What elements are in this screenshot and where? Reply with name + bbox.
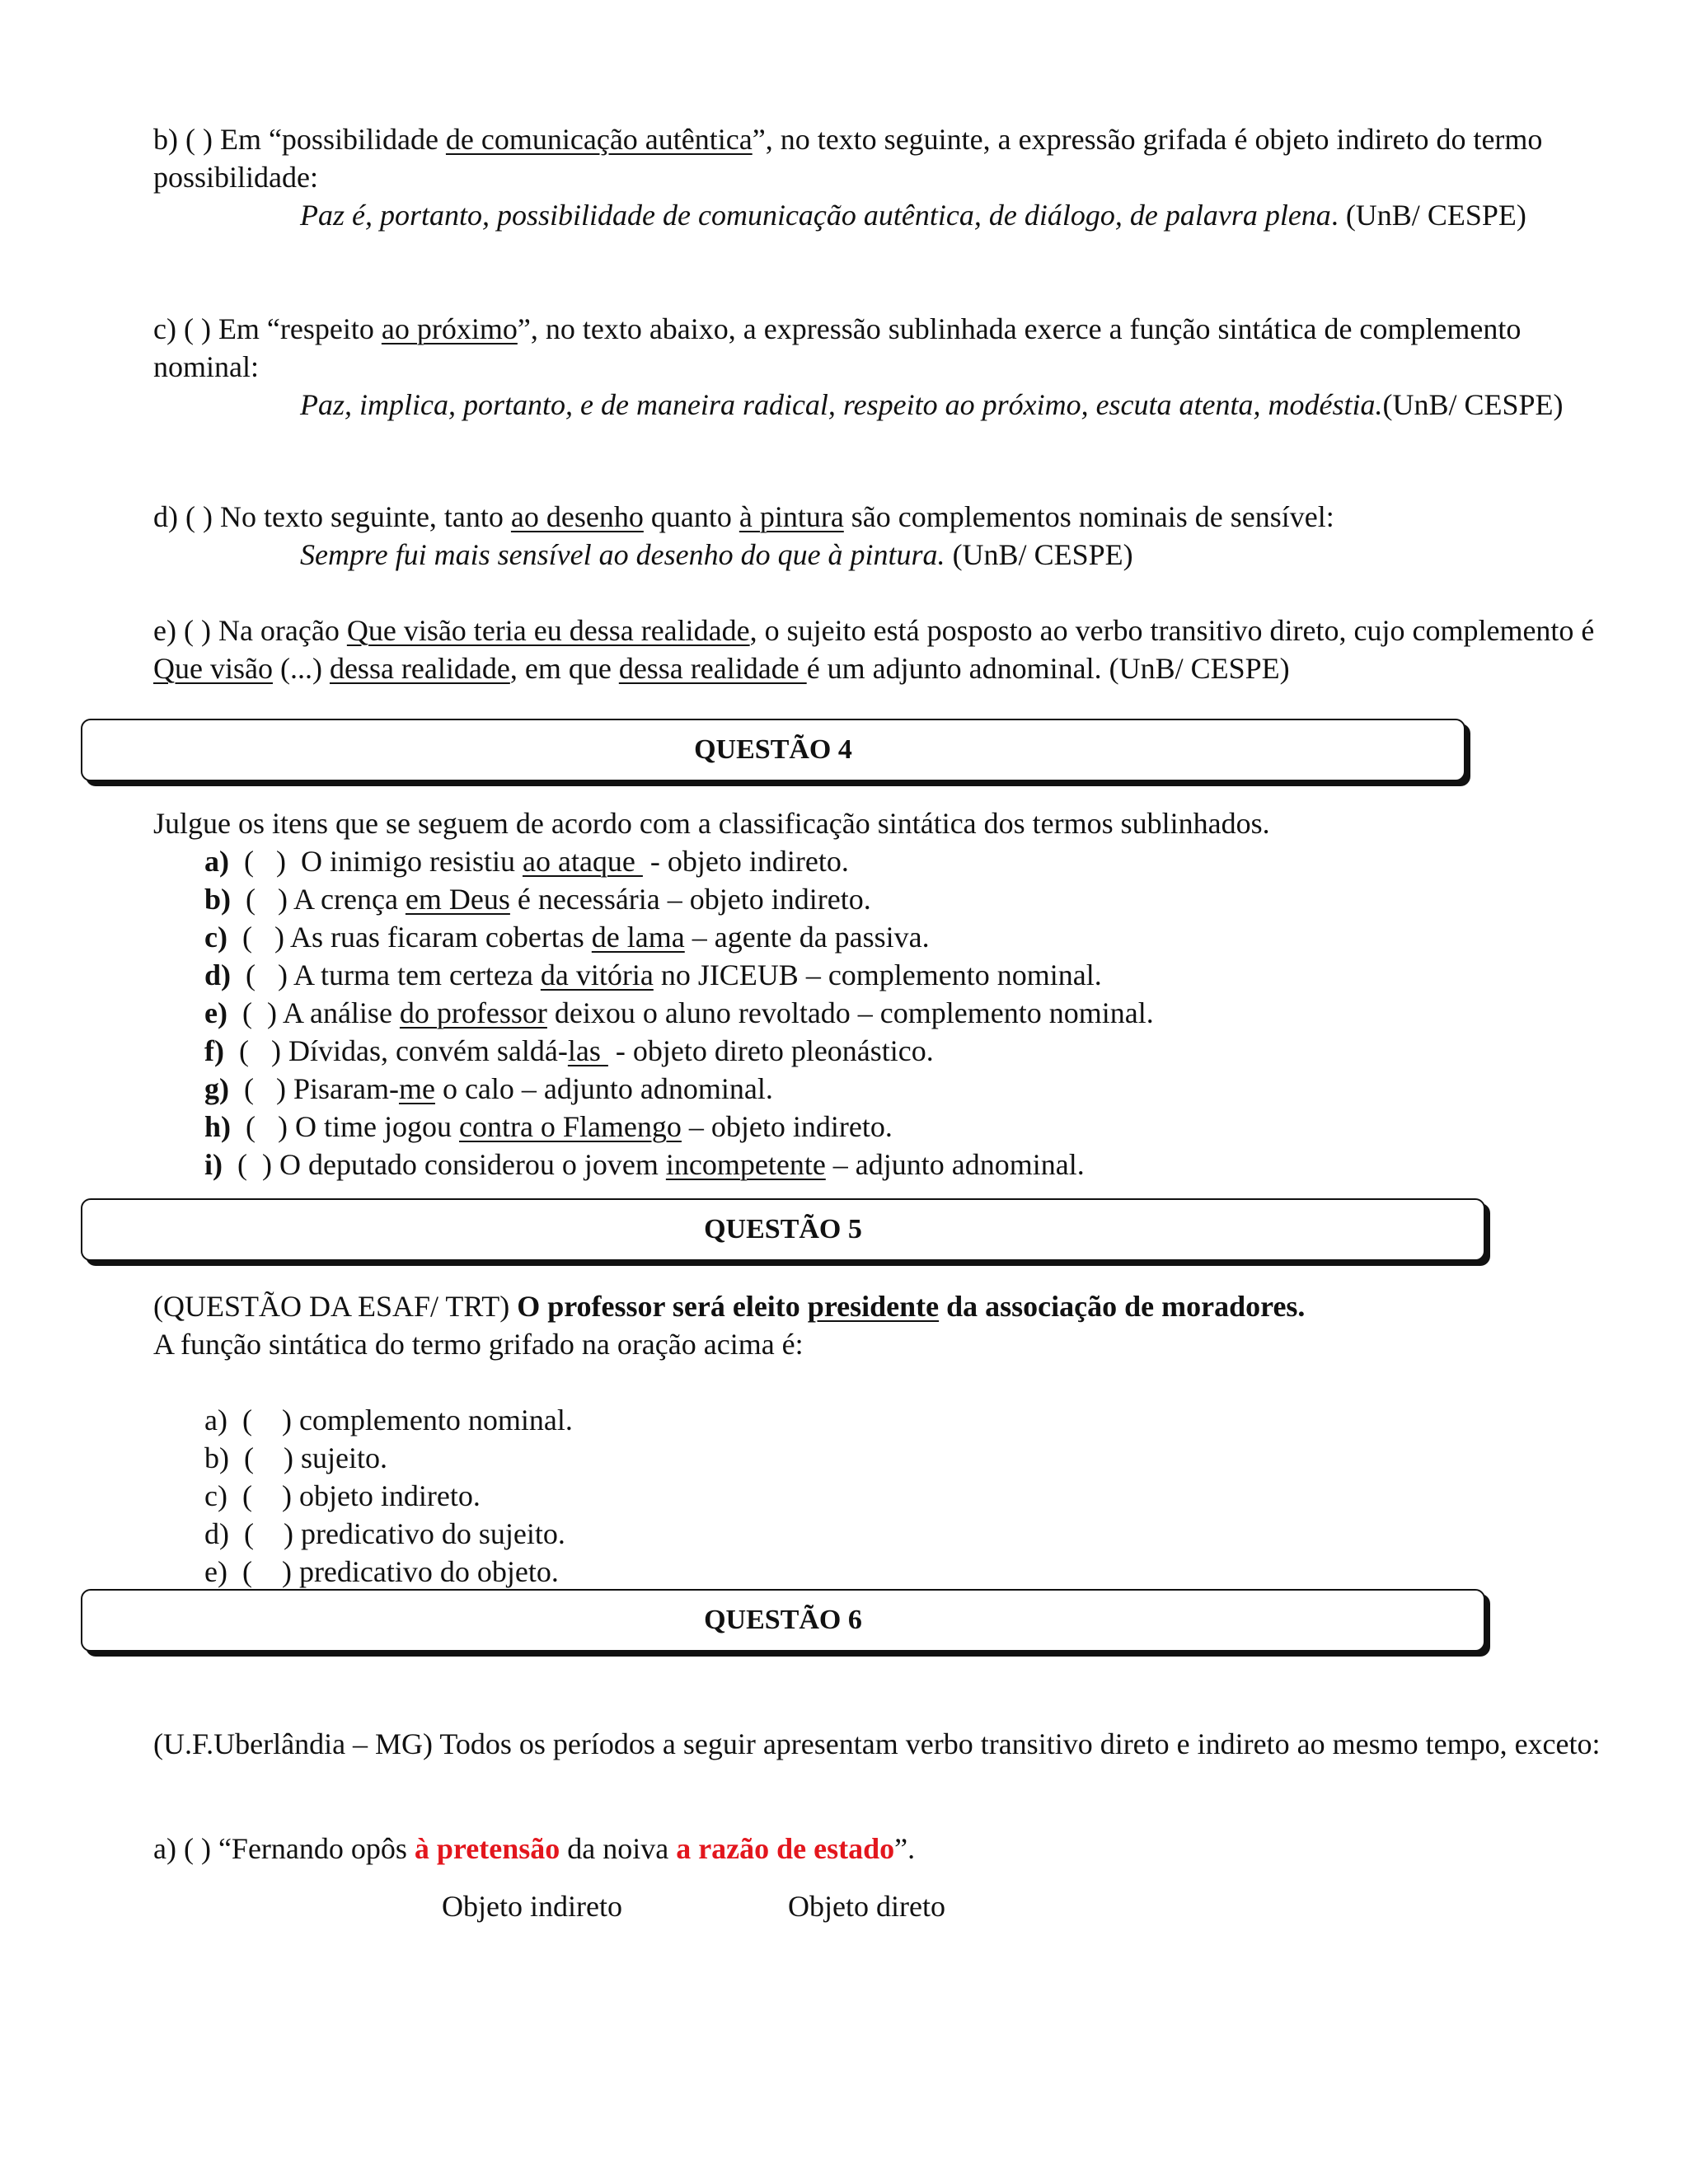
q6-label-objeto-direto [788, 1887, 945, 1925]
q6-label-2-text: Objeto direto [788, 1890, 945, 1923]
q4-item-pre: ( ) O inimigo resistiu [229, 845, 523, 878]
q5-option: a) ( ) complemento nominal. [204, 1404, 573, 1436]
q3-e-underlined-1: Que visão teria eu dessa realidade [346, 614, 750, 647]
q6-a-pre: a) ( ) “Fernando opôs [153, 1832, 415, 1865]
q3-d-post: são complementos nominais de sensível: [843, 500, 1334, 533]
q4-item-post: – adjunto adnominal. [825, 1148, 1085, 1181]
q6-a-highlight-2: a razão de estado [676, 1832, 895, 1865]
q4-item-letter: d) [204, 958, 232, 991]
q4-item-letter: i) [204, 1148, 223, 1181]
q4-item-letter: b) [204, 883, 232, 916]
q5-body [153, 1287, 1620, 1591]
q5-option-list [204, 1401, 1620, 1591]
q3-d-underlined-1: ao desenho [510, 500, 644, 533]
q5-header-box [81, 1198, 1485, 1261]
q3-c-underlined: ao próximo [381, 312, 518, 345]
q4-item-post: é necessária – objeto indireto. [509, 883, 871, 916]
q3-e-pre: e) ( ) Na oração [153, 614, 347, 647]
q5-sentence-underlined: presidente [807, 1290, 940, 1323]
q4-item-letter: h) [204, 1110, 232, 1143]
q3-e-underlined-3: dessa realidade [329, 652, 510, 685]
q3-c-pre: c) ( ) Em “respeito [153, 312, 382, 345]
q3-e-mid-3: , em que [509, 652, 619, 685]
q6-a-post: ”. [894, 1832, 916, 1865]
q4-item-underlined: incompetente [665, 1148, 826, 1181]
q4-item [204, 1032, 1620, 1070]
q5-option: c) ( ) objeto indireto. [204, 1479, 481, 1512]
q6-a-highlight-1: à pretensão [414, 1832, 560, 1865]
q4-item-underlined: em Deus [405, 883, 510, 916]
q6-header-box [81, 1589, 1485, 1652]
q4-item-letter: f) [204, 1034, 224, 1067]
q4-item-post: o calo – adjunto adnominal. [434, 1072, 773, 1105]
q4-item [204, 1070, 1620, 1108]
q3-c-source: (UnB/ CESPE) [1382, 388, 1564, 421]
q4-item-underlined: da vitória [540, 958, 654, 991]
q3-d-underlined-2: à pintura [738, 500, 844, 533]
q3-e-underlined-2: Que visão [153, 652, 273, 685]
q3-b-post: ”, no texto seguinte, a expressão grifada é objeto indireto do termo possibilidade: [153, 123, 1543, 194]
q4-item-pre: ( ) O time jogou [231, 1110, 459, 1143]
q3-e-post: é um adjunto adnominal. (UnB/ CESPE) [806, 652, 1290, 685]
q4-item-list [204, 842, 1620, 1183]
q4-item-post: - objeto direto pleonástico. [607, 1034, 934, 1067]
q4-item [204, 994, 1620, 1032]
q6-a-mid: da noiva [560, 1832, 677, 1865]
q4-item-post: no JICEUB – complemento nominal. [653, 958, 1102, 991]
q3-e-mid-2: (...) [272, 652, 330, 685]
q4-item-pre: ( ) Pisaram- [229, 1072, 399, 1105]
q5-option: b) ( ) sujeito. [204, 1441, 387, 1474]
q5-source: (QUESTÃO DA ESAF/ TRT) [153, 1290, 518, 1323]
q3-b-pre: b) ( ) Em “possibilidade [153, 123, 446, 156]
q3-c-quote: Paz, implica, portanto, e de maneira radical, respeito ao próximo, escuta atenta, modéstia. [300, 388, 1383, 421]
q4-header-box [81, 719, 1465, 781]
q3-item-e [153, 612, 1620, 687]
q5-option: e) ( ) predicativo do objeto. [204, 1555, 559, 1588]
q4-item-post: - objeto indireto. [642, 845, 849, 878]
q4-item [204, 956, 1620, 994]
q4-item [204, 1108, 1620, 1146]
q3-e-mid-1: , o sujeito está posposto ao verbo transitivo direto, cujo complemento é [749, 614, 1595, 647]
q4-item [204, 918, 1620, 956]
q4-item-post: – objeto indireto. [681, 1110, 893, 1143]
q3-d-pre: d) ( ) No texto seguinte, tanto [153, 500, 511, 533]
q4-item-pre: ( ) A análise [227, 996, 400, 1029]
q4-item-pre: ( ) Dívidas, convém saldá- [223, 1034, 568, 1067]
q6-intro [153, 1716, 1620, 1772]
q4-item-underlined: ao ataque [522, 845, 643, 878]
q4-item-letter: a) [204, 845, 229, 878]
q6-label-objeto-indireto [442, 1887, 622, 1925]
q3-e-underlined-4: dessa realidade [618, 652, 807, 685]
q4-item-underlined: de lama [591, 921, 685, 954]
q5-sentence-post: da associação de moradores. [939, 1290, 1306, 1323]
q4-item-pre: ( ) A turma tem certeza [231, 958, 541, 991]
q3-b-source: . (UnB/ CESPE) [1330, 199, 1526, 232]
q3-c-post: ”, no texto abaixo, a expressão sublinhada exerce a função sintática de complemento nominal: [153, 312, 1522, 383]
q5-option: d) ( ) predicativo do sujeito. [204, 1517, 565, 1550]
q6-label-1-text: Objeto indireto [442, 1890, 622, 1923]
q4-item-underlined: me [398, 1072, 435, 1105]
q4-body [153, 804, 1620, 1183]
q4-item-underlined: las [567, 1034, 608, 1067]
q5-title: QUESTÃO 5 [704, 1214, 862, 1244]
q4-item-letter: c) [204, 921, 227, 954]
q3-d-source: (UnB/ CESPE) [945, 538, 1133, 571]
q4-intro: Julgue os itens que se seguem de acordo com a classificação sintática dos termos sublinhados. [153, 807, 1270, 840]
q4-item-underlined: do professor [399, 996, 547, 1029]
q3-item-b [153, 120, 1620, 234]
q5-prompt: A função sintática do termo grifado na oração acima é: [153, 1328, 804, 1361]
q4-item-pre: ( ) As ruas ficaram cobertas [227, 921, 592, 954]
q4-item-post: – agente da passiva. [684, 921, 930, 954]
q4-item-underlined: contra o Flamengo [458, 1110, 682, 1143]
q3-b-underlined: de comunicação autêntica [445, 123, 753, 156]
q4-item-letter: g) [204, 1072, 229, 1105]
q3-d-quote: Sempre fui mais sensível ao desenho do que à pintura. [300, 538, 945, 571]
q6-title: QUESTÃO 6 [704, 1605, 862, 1635]
q3-b-quote: Paz é, portanto, possibilidade de comunicação autêntica, de diálogo, de palavra plena [300, 199, 1331, 232]
q4-item-post: deixou o aluno revoltado – complemento nominal. [546, 996, 1154, 1029]
q3-item-d [153, 498, 1620, 574]
q6-item-a [153, 1830, 1620, 1868]
q3-item-c [153, 310, 1620, 424]
q5-sentence-pre: O professor será eleito [517, 1290, 808, 1323]
q4-item-letter: e) [204, 996, 227, 1029]
q4-item-pre: ( ) O deputado considerou o jovem [223, 1148, 666, 1181]
q4-item [204, 1146, 1620, 1183]
q4-item-pre: ( ) A crença [231, 883, 406, 916]
q4-item [204, 880, 1620, 918]
q4-item [204, 842, 1620, 880]
q4-title: QUESTÃO 4 [694, 734, 852, 765]
q3-d-mid: quanto [643, 500, 739, 533]
q6-intro-text: (U.F.Uberlândia – MG) Todos os períodos a seguir apresentam verbo transitivo direto e indireto ao mesmo tempo, exceto: [153, 1727, 1601, 1760]
